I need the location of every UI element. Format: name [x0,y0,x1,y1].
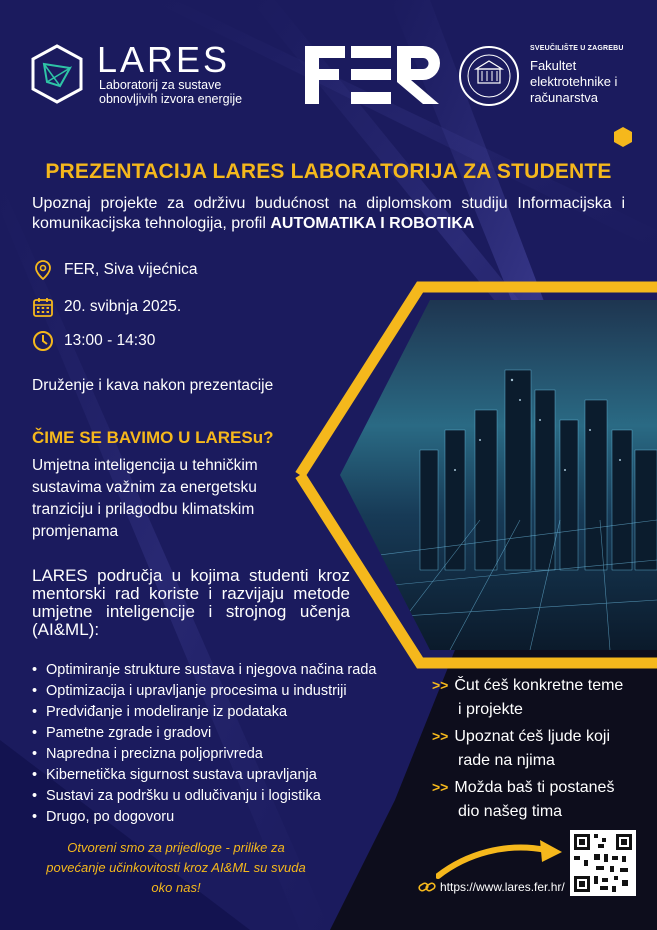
lares-wordmark: LARES [97,39,231,80]
hexagon-decoration-icon [614,127,632,147]
event-location [32,259,198,281]
qr-code[interactable] [570,830,636,896]
double-arrow-icon: >> [432,779,449,795]
link-icon [418,880,436,894]
date-text: 20. svibnja 2025. [64,298,182,315]
list-item: • Drugo, po dogovoru [32,807,376,828]
list-item: • Sustavi za podršku u odlučivanju i logistika [32,786,376,807]
list-item: • Optimiranje strukture sustava i njegova načina rada [32,660,376,681]
intro-text-main: Upoznaj projekte za održivu budućnost na diplomskom studiju Informacijska i komunikacijska tehnologija, profil [32,195,625,232]
benefit-item: >> Upoznat ćeš ljude koji rade na njima [432,728,610,769]
website-url[interactable]: https://www.lares.fer.hr/ [440,880,565,894]
list-item: • Predviđanje i modeliranje iz podataka [32,702,376,723]
time-text: 13:00 - 14:30 [64,332,156,349]
double-arrow-icon: >> [432,677,449,693]
areas-list [32,660,376,828]
about-text: Umjetna inteligencija u tehničkim sustavima važnim za energetsku tranziciju i prilagodbu klimatskim promjenama [32,457,258,540]
intro-text [32,194,625,234]
about-heading: ČIME SE BAVIMO U LARESu? [32,428,274,447]
list-item: • Kibernetička sigurnost sustava upravljanja [32,765,376,786]
benefits-list [432,673,647,824]
invite-text: Otvoreni smo za prijedloge - prilike za povećanje učinkovitosti kroz AI&ML su svuda oko nas! [46,840,306,895]
event-time [32,330,155,352]
arrow-swoosh-icon [436,836,564,880]
location-text: FER, Siva vijećnica [64,261,198,278]
fer-logo [305,46,440,104]
list-item: • Optimizacija i upravljanje procesima u industriji [32,681,376,702]
page-title: PREZENTACIJA LARES LABORATORIJA ZA STUDENTE [45,160,612,183]
social-note: Druženje i kava nakon prezentacije [32,377,274,394]
benefit-item: >> Čut ćeš konkretne teme i projekte [432,677,624,718]
website-link[interactable] [418,880,565,894]
location-pin-icon [32,259,54,281]
faculty-name: Fakultet elektrotehnike i računarstva [530,58,618,105]
clock-icon [32,330,54,352]
lares-subtitle: Laboratorij za sustave obnovljivih izvora energije [99,78,243,106]
university-name: SVEUČILIŠTE U ZAGREBU [530,45,624,52]
double-arrow-icon: >> [432,728,449,744]
intro-profile: AUTOMATIKA I ROBOTIKA [270,215,475,232]
calendar-icon [32,296,54,318]
list-item: • Pametne zgrade i gradovi [32,723,376,744]
event-date [32,296,181,318]
lares-logo-icon [30,44,84,104]
areas-intro: LARES područja u kojima studenti kroz mentorski rad koriste i razvijaju metode umjetne inteligencije i strojnog učenja (AI&ML): [32,566,350,639]
benefit-item: >> Možda baš ti postaneš dio našeg tima [432,779,615,820]
university-seal-icon [458,45,520,107]
list-item: • Napredna i precizna poljoprivreda [32,744,376,765]
